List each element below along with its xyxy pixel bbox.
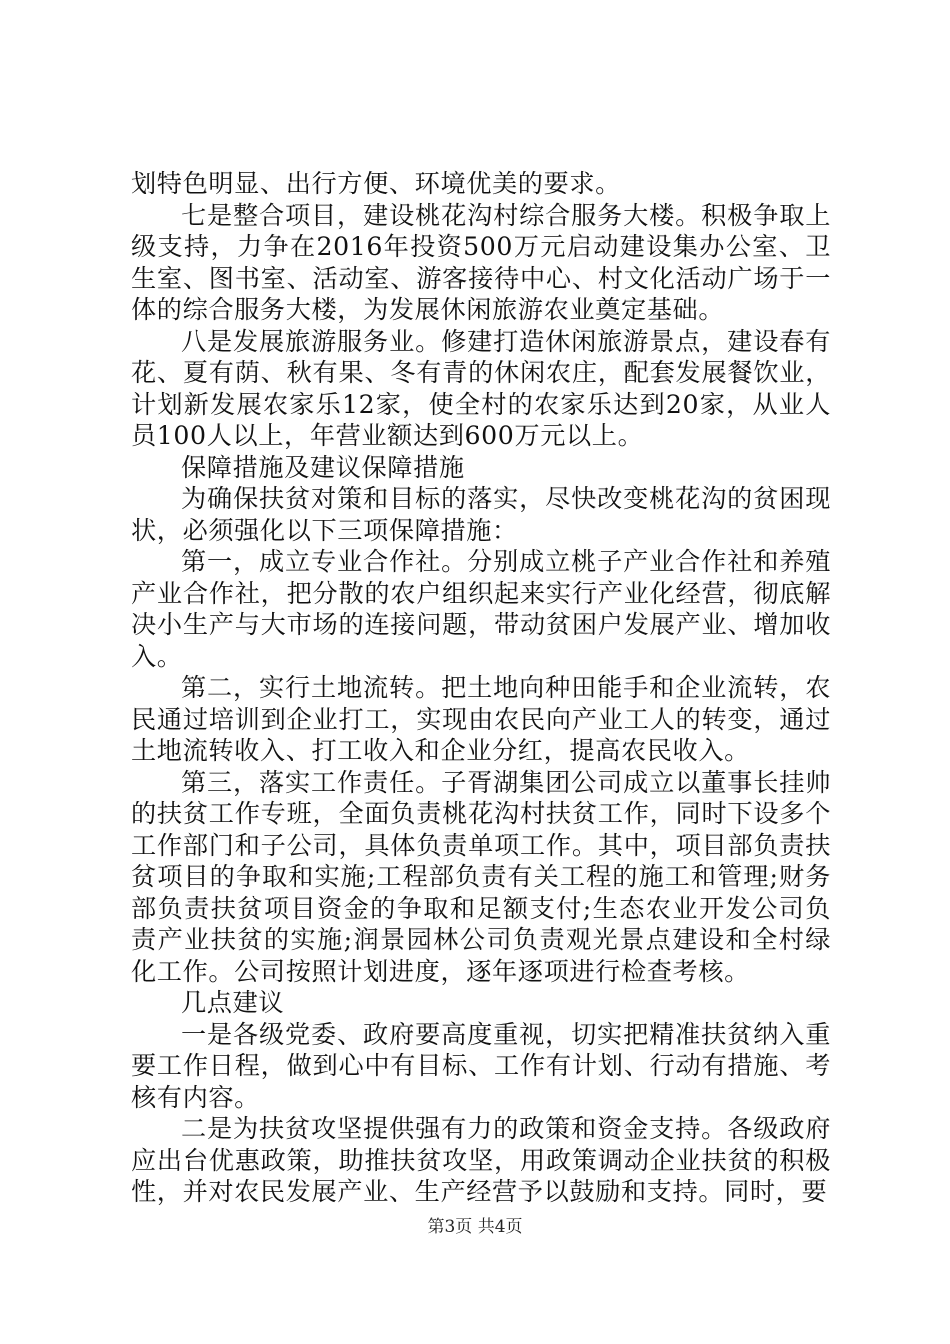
paragraph-1: 划特色明显、出行方便、环境优美的要求。 bbox=[131, 169, 621, 198]
paragraph-10: 一是各级党委、政府要高度重视，切实把精准扶贫纳入重要工作日程，做到心中有目标、工作有计划、行动有措施、考核有内容。 bbox=[131, 1019, 831, 1112]
paragraph-2: 七是整合项目，建设桃花沟村综合服务大楼。积极争取上级支持，力争在2016年投资500万元启动建设集办公室、卫生室、图书室、活动室、游客接待中心、村文化活动广场于一体的综合服务大楼，为发展休闲旅游农业奠定基础。 bbox=[131, 200, 831, 324]
section-heading-suggestions: 几点建议 bbox=[181, 988, 285, 1017]
paragraph-8: 第三，落实工作责任。子胥湖集团公司成立以董事长挂帅的扶贫工作专班，全面负责桃花沟村扶贫工作，同时下设多个工作部门和子公司，具体负责单项工作。其中，项目部负责扶贫项目的争取和实施;工程部负责有关工程的施工和管理;财务部负责扶贫项目资金的争取和足额支付;生态农业开发公司负责产业扶贫的实施;润景园林公司负责观光景点建设和全村绿化工作。公司按照计划进度，逐年逐项进行检查考核。 bbox=[131, 767, 831, 986]
paragraph-11: 二是为扶贫攻坚提供强有力的政策和资金支持。各级政府应出台优惠政策，助推扶贫攻坚，用政策调动企业扶贫的积极性，并对农民发展产业、生产经营予以鼓励和支持。同时，要 bbox=[131, 1114, 831, 1206]
page-footer bbox=[0, 1216, 950, 1238]
document-body bbox=[131, 168, 831, 1208]
paragraph-5: 为确保扶贫对策和目标的落实，尽快改变桃花沟的贫困现状，必须强化以下三项保障措施： bbox=[131, 484, 831, 545]
paragraph-7: 第二，实行土地流转。把土地向种田能手和企业流转，农民通过培训到企业打工，实现由农民向产业工人的转变，通过土地流转收入、打工收入和企业分红，提高农民收入。 bbox=[131, 673, 831, 765]
paragraph-3: 八是发展旅游服务业。修建打造休闲旅游景点，建设春有花、夏有荫、秋有果、冬有青的休闲农庄，配套发展餐饮业，计划新发展农家乐12家，使全村的农家乐达到20家，从业人员100人以上，年营业额达到600万元以上。 bbox=[131, 326, 831, 450]
paragraph-6: 第一，成立专业合作社。分别成立桃子产业合作社和养殖产业合作社，把分散的农户组织起来实行产业化经营，彻底解决小生产与大市场的连接问题，带动贫困户发展产业、增加收入。 bbox=[131, 547, 831, 671]
section-heading-safeguards: 保障措施及建议保障措施 bbox=[181, 452, 465, 482]
page-number-label: 第3页 共4页 bbox=[427, 1217, 523, 1237]
